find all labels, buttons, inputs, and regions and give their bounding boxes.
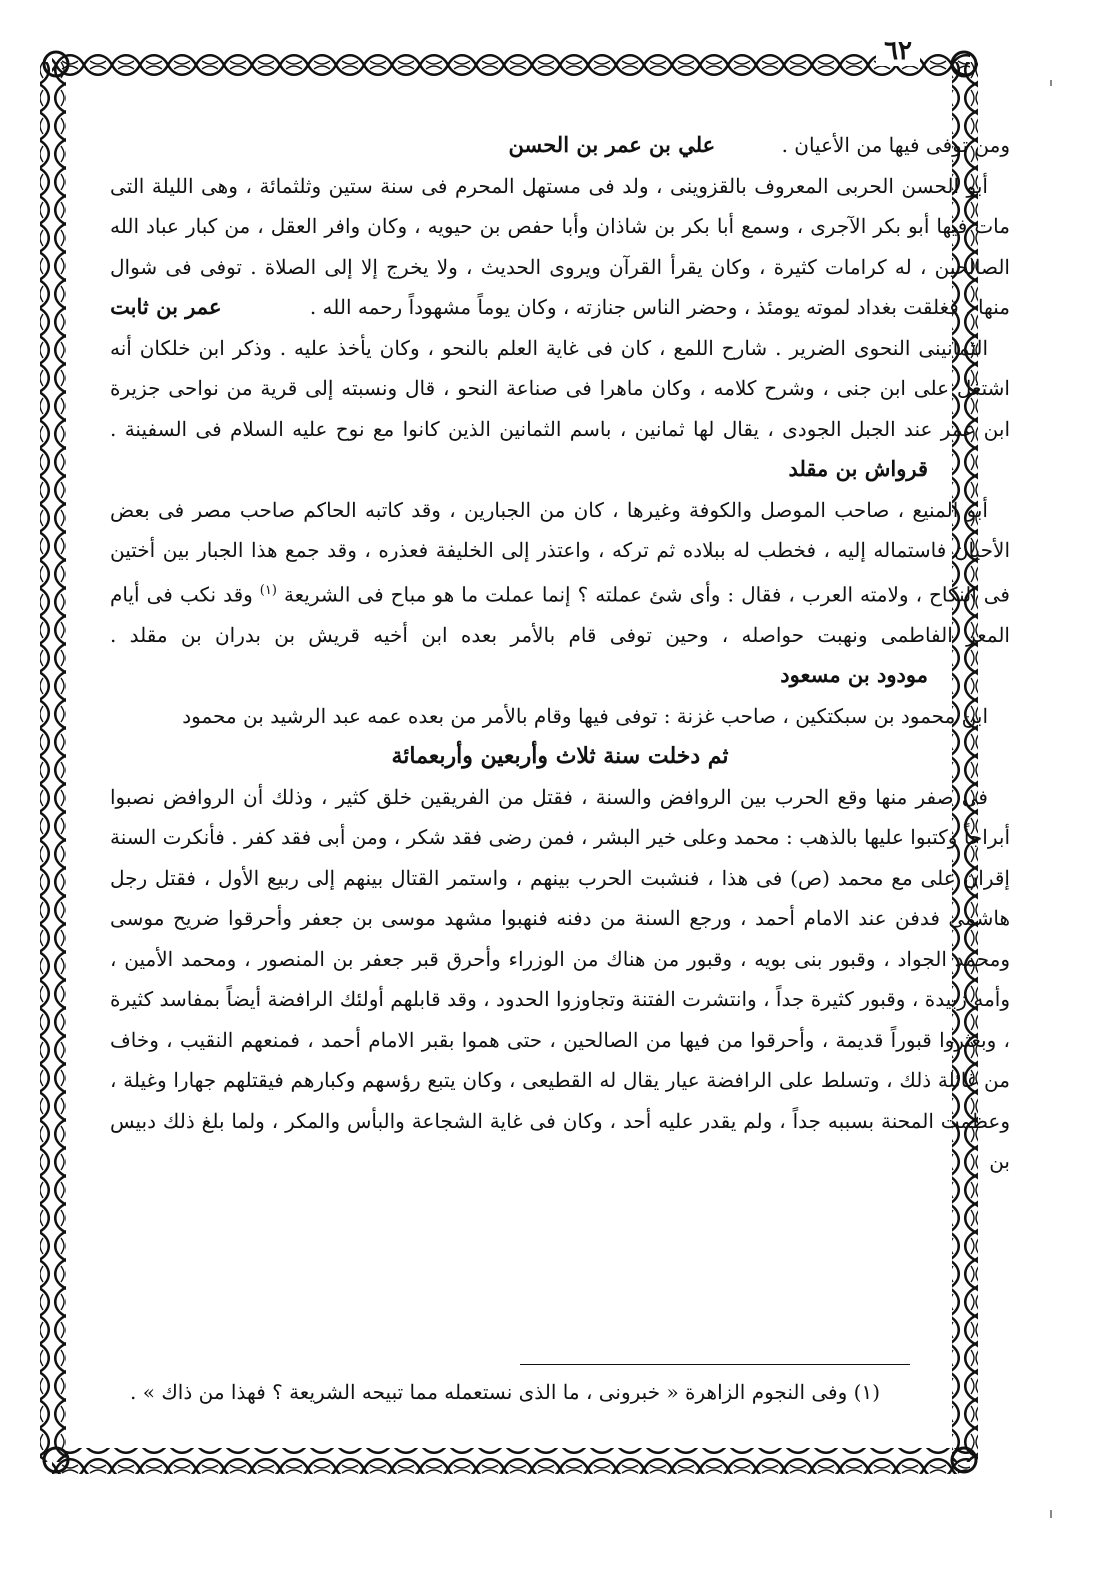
biography-text: الثمانينى النحوى الضرير . شارح اللمع ، كان فى غاية العلم بالنحو ، وكان يأخذ عليه . وذكر ابن خلكان أنه اشتغل على ابن جنى ، وشرح كلامه ، وكان ماهرا فى صناعة النحو ، قال ونسبته إلى قرية من نواحى جزيرة ابن عمر عند الجبل الجودى ، يقال لها ثمانين ، باسم الثمانين الذين كانوا مع نوح عليه السلام فى السفينة . <box>110 335 1010 441</box>
footnote-reference[interactable]: (١) <box>259 582 277 598</box>
biography-text: أبو المنيع ، صاحب الموصل والكوفة وغيرها ، كان من الجبارين ، وقد كاتبه الحاكم صاحب مصر فى بعض الأحيان فاستماله إليه ، فخطب له ببلاده ثم تركه ، واعتذر إلى الخليفة فعذره ، وقد جمع هذا الجبار بين أختين فى النكاح ، ولامته العرب ، فقال : وأى شئ عملته ؟ إنما عملت ما هو مباح فى الشريعة <box>110 497 1010 607</box>
page-number: ٦٢ <box>876 36 920 66</box>
biography-heading: عمر بن ثابت <box>110 294 222 319</box>
year-section-text: فى صفر منها وقع الحرب بين الروافض والسنة ، فقتل من الفريقين خلق كثير ، وذلك أن الروافض نصبوا أبراجاً وكتبوا عليها بالذهب : محمد وعلى خير البشر ، فمن رضى فقد شكر ، ومن أبى فقد كفر . فأنكرت السنة إقران على مع محمد (ص) فى هذا ، فنشبت الحرب بينهم ، واستمر القتال بينهم إلى ربيع الأول ، فقتل رجل هاشمى فدفن عند الامام أحمد ، ورجع السنة من دفنه فنهبوا مشهد موسى بن جعفر وأحرقوا ضريح موسى ومحمد الجواد ، وقبور بنى بويه ، وقبور من هناك من الوزراء وأحرق قبر جعفر بن المنصور ، ومحمد الأمين ، وأمه زبيدة ، وقبور كثيرة جداً ، وانتشرت الفتنة وتجاوزوا الحدود ، وقد قابلهم أولئك الرافضة أيضاً بمفاسد كثيرة ، وبعثروا قبوراً قديمة ، وأحرقوا من فيها من الصالحين ، حتى هموا بقبر الامام أحمد ، فمنعهم النقيب ، وخاف من غائلة ذلك ، وتسلط على الرافضة عيار يقال له القطيعى ، وكان يتبع رؤسهم وكبارهم فيقتلهم جهارا وغيلة ، وعظمت المحنة بسببه جداً ، ولم يقدر عليه أحد ، وكان فى غاية الشجاعة والبأس والمكر ، ولما بلغ ذلك دبيس بن <box>110 784 1010 1174</box>
biography-heading: قرواش بن مقلد <box>788 456 928 481</box>
biography-paragraph <box>110 328 1010 490</box>
entry-lead: ومن توفى فيها من الأعيان . <box>781 133 1010 157</box>
biography-text: أبو الحسن الحربى المعروف بالقزوينى ، ولد فى مستهل المحرم فى سنة ستين وثلثمائة ، وهى الليلة التى مات فيها أبو بكر الآجرى ، وسمع أبا بكر بن شاذان وأبا حفص بن حيويه ، وكان وافر العقل ، من كبار عباد الله الصالحين ، له كرامات كثيرة ، وكان يقرأ القرآن ويروى الحديث ، ولا يخرج إلا إلى الصلاة . توفى فى شوال منها . فغلقت بغداد لموته يومئذ ، وحضر الناس جنازته ، وكان يوماً مشهوداً رحمه الله . <box>110 173 1010 319</box>
biography-text: وقد نكب فى أيام المعز الفاطمى ونهبت حواصله ، وحين توفى قام بالأمر بعده ابن أخيه قريش بن بدران بن مقلد . <box>110 582 1010 647</box>
scan-mark <box>1050 80 1052 86</box>
footnote <box>110 1374 880 1410</box>
biography-paragraph <box>110 490 1010 696</box>
main-text <box>110 125 1010 1182</box>
biography-heading: مودود بن مسعود <box>780 662 928 688</box>
footnote-divider <box>520 1364 910 1365</box>
footnote-marker: (١) <box>853 1380 880 1404</box>
biography-heading: علي بن عمر بن الحسن <box>508 132 716 157</box>
footnote-text: وفى النجوم الزاهرة « خبرونى ، ما الذى نستعمله مما تبيحه الشريعة ؟ فهذا من ذاك » . <box>130 1380 848 1404</box>
year-section-title: ثم دخلت سنة ثلاث وأربعين وأربعمائة <box>391 743 729 770</box>
entry-intro <box>110 125 1010 166</box>
biography-paragraph <box>110 166 1010 328</box>
scan-mark <box>1050 1510 1052 1518</box>
biography-paragraph <box>110 696 1010 737</box>
biography-text: ابن محمود بن سبكتكين ، صاحب غزنة : توفى فيها وقام بالأمر من بعده عمه عبد الرشيد بن محمود <box>182 703 988 728</box>
